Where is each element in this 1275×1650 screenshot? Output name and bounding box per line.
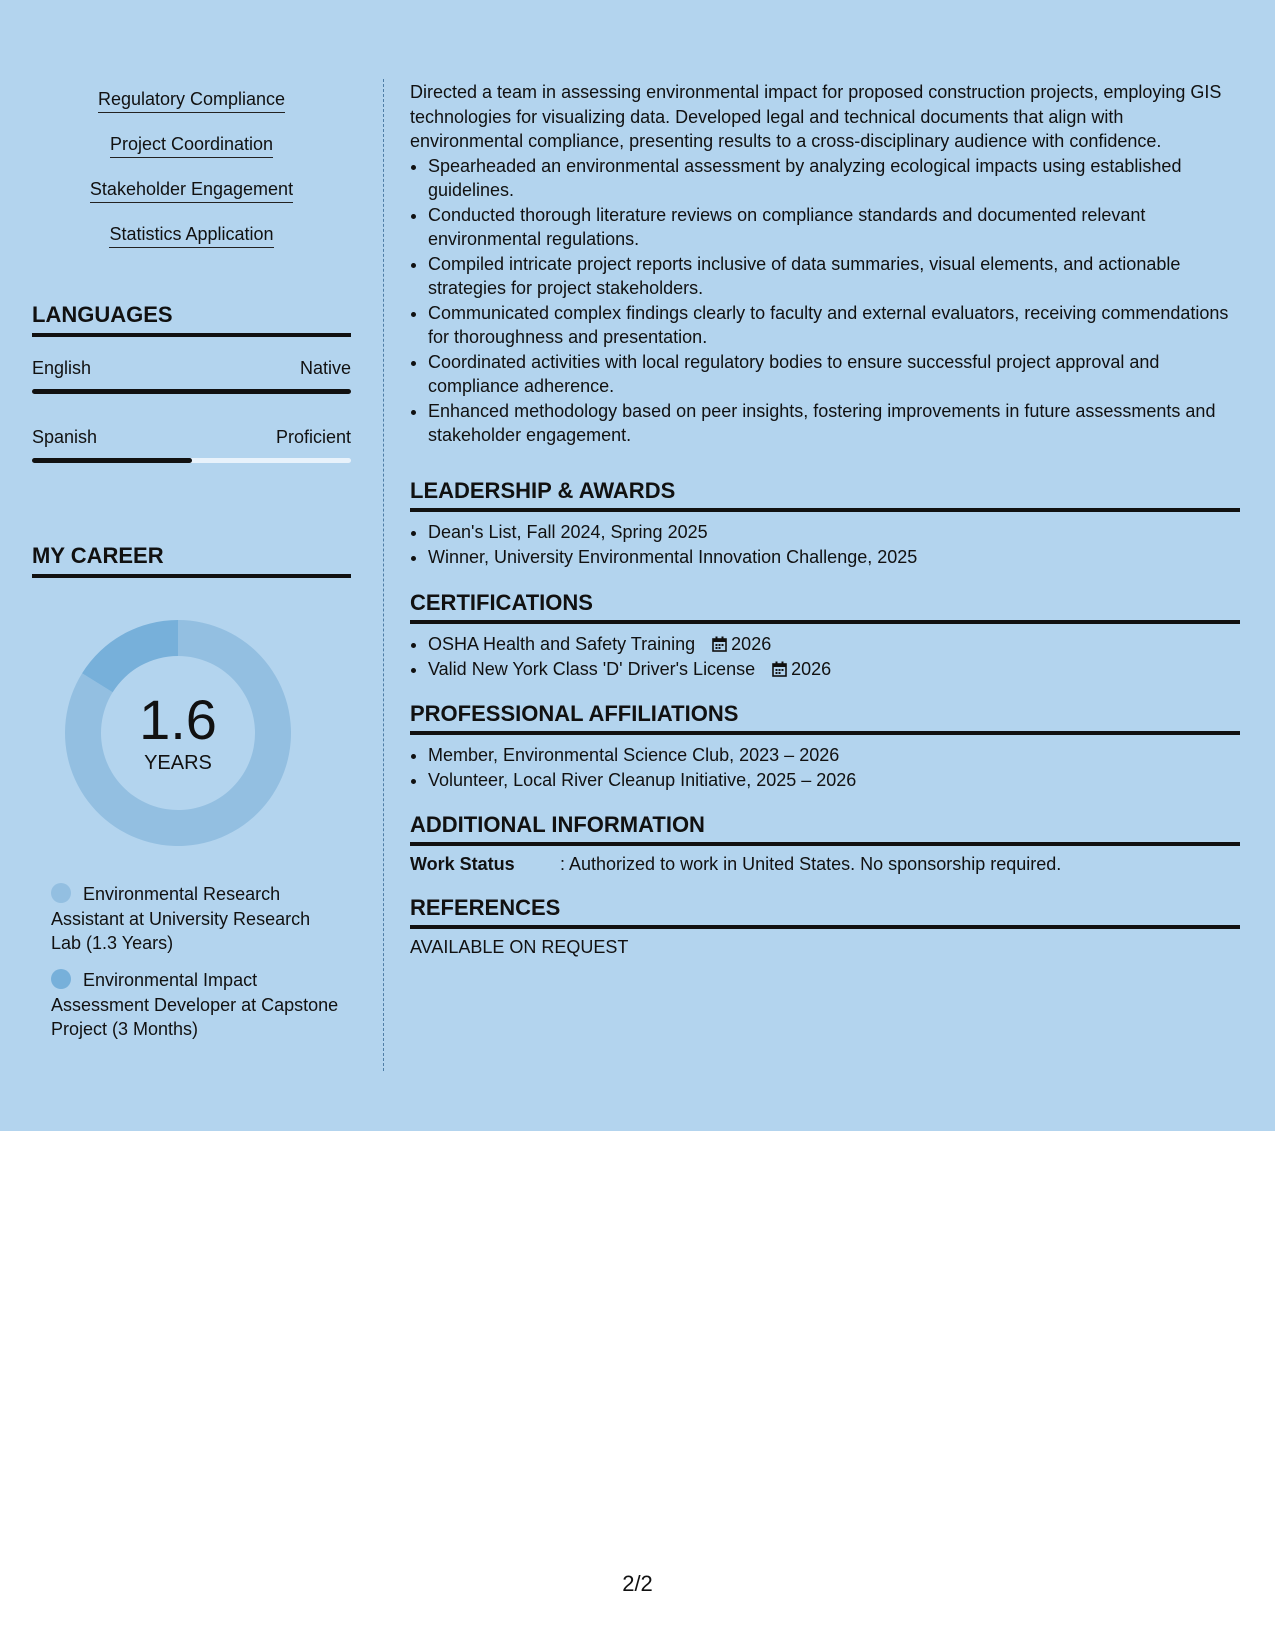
certification-date <box>772 659 831 679</box>
language-level: Native <box>299 358 351 378</box>
donut-segment <box>82 620 178 692</box>
skill-label: Regulatory Compliance <box>98 88 285 113</box>
leadership-heading: LEADERSHIP & AWARDS <box>410 478 1240 512</box>
certification-year: 2026 <box>731 634 772 654</box>
language-name: Spanish <box>32 427 98 447</box>
list-item: • Volunteer, Local River Cleanup Initiative, 2025 – 2026 <box>428 768 1240 793</box>
calendar-icon <box>772 661 787 677</box>
legend-label: Environmental Research Assistant at University Research Lab (1.3 Years) <box>51 884 311 953</box>
list-item: • Enhanced methodology based on peer insights, fostering improvements in future assessments and stakeholder engagement. <box>428 399 1240 448</box>
list-item: • Coordinated activities with local regulatory bodies to ensure successful project approval and compliance adherence. <box>428 350 1240 399</box>
list-item: • Communicated complex findings clearly to faculty and external evaluators, receiving commendations for thoroughness and presentation. <box>428 301 1240 350</box>
skill-label: Stakeholder Engagement <box>90 178 293 203</box>
languages-heading: LANGUAGES <box>32 302 351 337</box>
language-bar <box>32 458 351 463</box>
certification-year: 2026 <box>791 658 832 679</box>
leadership-section <box>410 478 1240 569</box>
skill-label: Statistics Application <box>109 223 273 248</box>
skill-item <box>32 88 351 113</box>
list-item <box>428 632 1240 657</box>
list-item: • Conducted thorough literature reviews on compliance standards and documented relevant environmental regulations. <box>428 203 1240 252</box>
language-row <box>32 358 351 379</box>
legend-swatch <box>51 883 71 903</box>
work-status-label: Work Status <box>410 854 515 874</box>
skill-item <box>32 133 351 158</box>
calendar-icon <box>712 636 727 652</box>
additional-info-heading: ADDITIONAL INFORMATION <box>410 812 1240 846</box>
career-legend-item <box>51 882 341 956</box>
career-total-years: 1.6 <box>139 688 217 751</box>
list-item: • Dean's List, Fall 2024, Spring 2025 <box>428 520 1240 545</box>
experience-bullets <box>410 154 1240 448</box>
career-heading: MY CAREER <box>32 543 351 578</box>
list-item <box>428 657 1240 682</box>
column-divider <box>383 79 384 1071</box>
skill-item <box>32 223 351 248</box>
work-status-row <box>410 854 1240 875</box>
work-status-value: : Authorized to work in United States. No sponsorship required. <box>560 854 1062 874</box>
certifications-section <box>410 590 1240 681</box>
career-legend-item <box>51 968 341 1042</box>
references-text: AVAILABLE ON REQUEST <box>410 937 629 957</box>
list-item: • Spearheaded an environmental assessment by analyzing ecological impacts using established guidelines. <box>428 154 1240 203</box>
skill-label: Project Coordination <box>110 133 273 158</box>
language-bar-fill <box>32 389 351 394</box>
experience-summary: Directed a team in assessing environmental impact for proposed construction projects, employing GIS technologies for visualizing data. Developed legal and technical documents that align with environmental compliance, presenting results to a cross-disciplinary audience with confidence. <box>410 82 1222 151</box>
additional-info-section <box>410 812 1240 875</box>
references-section <box>410 895 1240 958</box>
affiliations-section <box>410 701 1240 792</box>
language-level: Proficient <box>275 427 351 447</box>
legend-swatch <box>51 969 71 989</box>
affiliations-heading: PROFESSIONAL AFFILIATIONS <box>410 701 1240 735</box>
page-number: 2/2 <box>622 1571 653 1596</box>
language-bar-fill <box>32 458 192 463</box>
certification-name: OSHA Health and Safety Training <box>428 634 696 654</box>
certifications-heading: CERTIFICATIONS <box>410 590 1240 624</box>
list-item: • Member, Environmental Science Club, 2023 – 2026 <box>428 743 1240 768</box>
language-row <box>32 427 351 448</box>
list-item: • Compiled intricate project reports inclusive of data summaries, visual elements, and actionable strategies for project stakeholders. <box>428 252 1240 301</box>
skill-item <box>32 178 351 203</box>
career-total-unit: YEARS <box>144 752 212 774</box>
language-name: English <box>32 358 92 378</box>
certification-date <box>712 634 771 654</box>
language-bar <box>32 389 351 394</box>
list-item: • Winner, University Environmental Innovation Challenge, 2025 <box>428 545 1240 570</box>
references-heading: REFERENCES <box>410 895 1240 929</box>
experience-section <box>410 80 1240 448</box>
legend-label: Environmental Impact Assessment Developer at Capstone Project (3 Months) <box>51 970 339 1039</box>
certification-name: Valid New York Class 'D' Driver's License <box>428 658 756 679</box>
